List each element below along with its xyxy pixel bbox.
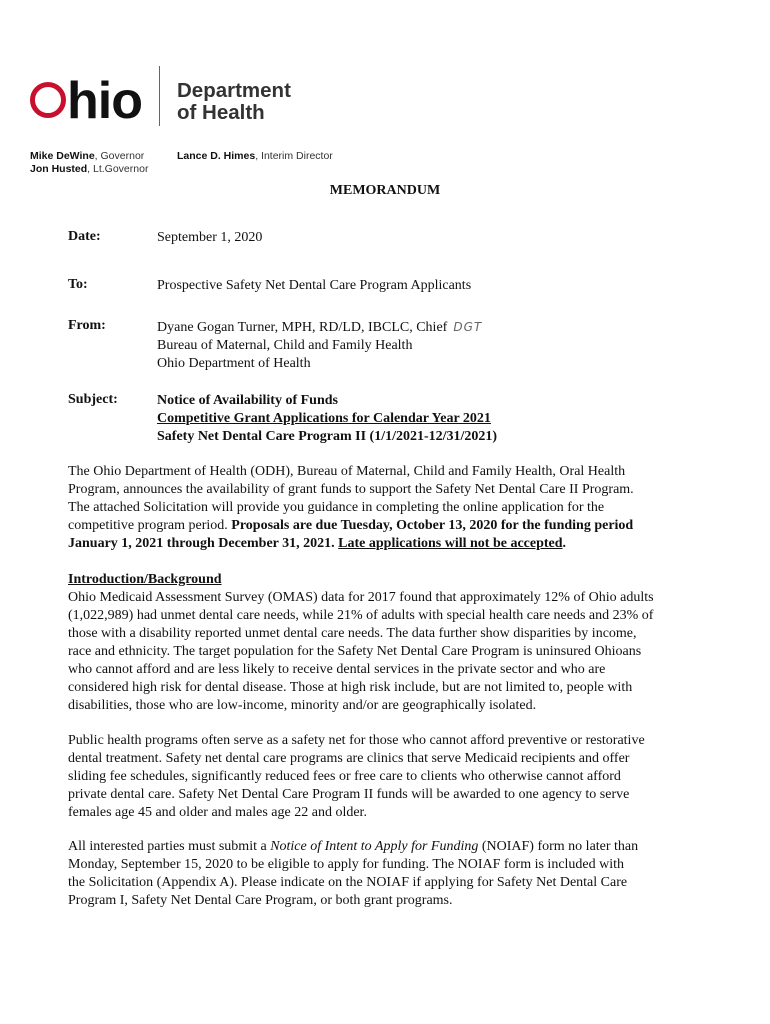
director-name: Lance D. Himes xyxy=(177,150,256,162)
ohio-department-of-health-logo xyxy=(30,72,291,130)
paragraph-public-health xyxy=(68,732,708,822)
paragraph-line xyxy=(68,517,708,535)
department-line-1: Department xyxy=(177,79,291,102)
paragraph-line: females age 45 and older and males age 22 and older. xyxy=(68,805,367,820)
director-line xyxy=(177,150,333,163)
director-role: , Interim Director xyxy=(255,150,333,162)
paragraph-announcement xyxy=(68,463,708,553)
lt-governor-role: , Lt.Governor xyxy=(87,162,149,175)
department-name xyxy=(177,80,291,124)
paragraph-line: (1,022,989) had unmet dental care needs, while 21% of adults with special health care needs and 23% of xyxy=(68,608,654,623)
logo-divider xyxy=(159,66,160,126)
governor-role: , Governor xyxy=(94,150,145,162)
subject-label: Subject: xyxy=(68,392,118,407)
paragraph-noiaf xyxy=(68,838,708,910)
late-applications-notice: Late applications will not be accepted xyxy=(338,536,563,551)
ohio-wordmark-text: hio xyxy=(67,72,142,130)
ohio-wordmark xyxy=(30,72,142,128)
paragraph-line: Ohio Medicaid Assessment Survey (OMAS) data for 2017 found that approximately 12% of Ohio adults xyxy=(68,590,654,605)
date-label: Date: xyxy=(68,229,101,244)
paragraph-line: sliding fee schedules, significantly reduced fees or free care to clients who otherwise cannot afford xyxy=(68,769,621,784)
paragraph-line: dental treatment. Safety net dental care programs are clinics that serve Medicaid recipients and offer xyxy=(68,751,630,766)
director-block xyxy=(177,150,333,163)
governor-line xyxy=(30,150,148,163)
lt-governor-name: Jon Husted xyxy=(30,162,88,175)
text-run: All interested parties must submit a xyxy=(68,839,271,854)
from-line-2: Bureau of Maternal, Child and Family Health xyxy=(157,338,413,353)
from-label: From: xyxy=(68,318,106,333)
from-line-3: Ohio Department of Health xyxy=(157,356,311,371)
paragraph-line: disabilities, those who are low-income, minority and/or are geographically isolated. xyxy=(68,698,537,713)
from-line-1 xyxy=(157,318,482,337)
deadline-text: Proposals are due Tuesday, October 13, 2020 for the funding period xyxy=(231,518,634,533)
noiaf-form-name: Notice of Intent to Apply for Funding xyxy=(270,839,479,854)
introduction-heading: Introduction/Background xyxy=(68,572,222,587)
paragraph-line: Program I, Safety Net Dental Care Program, or both grant programs. xyxy=(68,893,453,908)
paragraph-line xyxy=(68,535,708,553)
text-run: . xyxy=(562,536,567,551)
ohio-o-circle-icon xyxy=(30,82,66,118)
paragraph-line: race and ethnicity. The target population for the Safety Net Dental Care Program is uninsured Ohioans xyxy=(68,644,642,659)
text-run: (NOIAF) form no later than xyxy=(478,839,639,854)
from-value xyxy=(157,318,482,373)
paragraph-line: The attached Solicitation will provide you guidance in completing the online application for the xyxy=(68,500,605,515)
to-label: To: xyxy=(68,277,88,292)
paragraph-line: considered high risk for dental disease. Those at high risk include, but are not limited to, people with xyxy=(68,680,633,695)
paragraph-line: Monday, September 15, 2020 to be eligible to apply for funding. The NOIAF form is included with xyxy=(68,857,625,872)
paragraph-line: Program, announces the availability of grant funds to support the Safety Net Dental Care II Program. xyxy=(68,482,634,497)
subject-line-3: Safety Net Dental Care Program II (1/1/2021-12/31/2021) xyxy=(157,429,498,444)
deadline-text-cont: January 1, 2021 through December 31, 2021. xyxy=(68,536,339,551)
memo-title: MEMORANDUM xyxy=(329,183,441,198)
signature-initials: DGT xyxy=(453,320,483,334)
department-line-2: of Health xyxy=(177,101,265,124)
paragraph-line: Public health programs often serve as a safety net for those who cannot afford preventive or restorative xyxy=(68,733,645,748)
text-run: competitive program period. xyxy=(68,518,232,533)
governor-block xyxy=(30,150,148,175)
paragraph-line: the Solicitation (Appendix A). Please indicate on the NOIAF if applying for Safety Net Dental Care xyxy=(68,875,628,890)
paragraph-line xyxy=(68,838,708,856)
paragraph-introduction xyxy=(68,571,708,715)
date-value: September 1, 2020 xyxy=(157,230,263,245)
from-name: Dyane Gogan Turner, MPH, RD/LD, IBCLC, Chief xyxy=(157,320,448,335)
paragraph-line: who cannot afford and are less likely to receive dental services in the private sector and who are xyxy=(68,662,606,677)
lt-governor-line xyxy=(30,163,148,176)
to-value: Prospective Safety Net Dental Care Program Applicants xyxy=(157,278,472,293)
paragraph-line: private dental care. Safety Net Dental Care Program II funds will be awarded to one agency to serve xyxy=(68,787,630,802)
governor-name: Mike DeWine xyxy=(30,150,95,162)
subject-value xyxy=(157,392,497,446)
paragraph-line: those with a disability reported unmet dental care needs. The data further show disparities by income, xyxy=(68,626,637,641)
paragraph-line: The Ohio Department of Health (ODH), Bureau of Maternal, Child and Family Health, Oral Health xyxy=(68,464,626,479)
subject-line-1: Notice of Availability of Funds xyxy=(157,393,338,408)
subject-line-2: Competitive Grant Applications for Calendar Year 2021 xyxy=(157,411,491,426)
